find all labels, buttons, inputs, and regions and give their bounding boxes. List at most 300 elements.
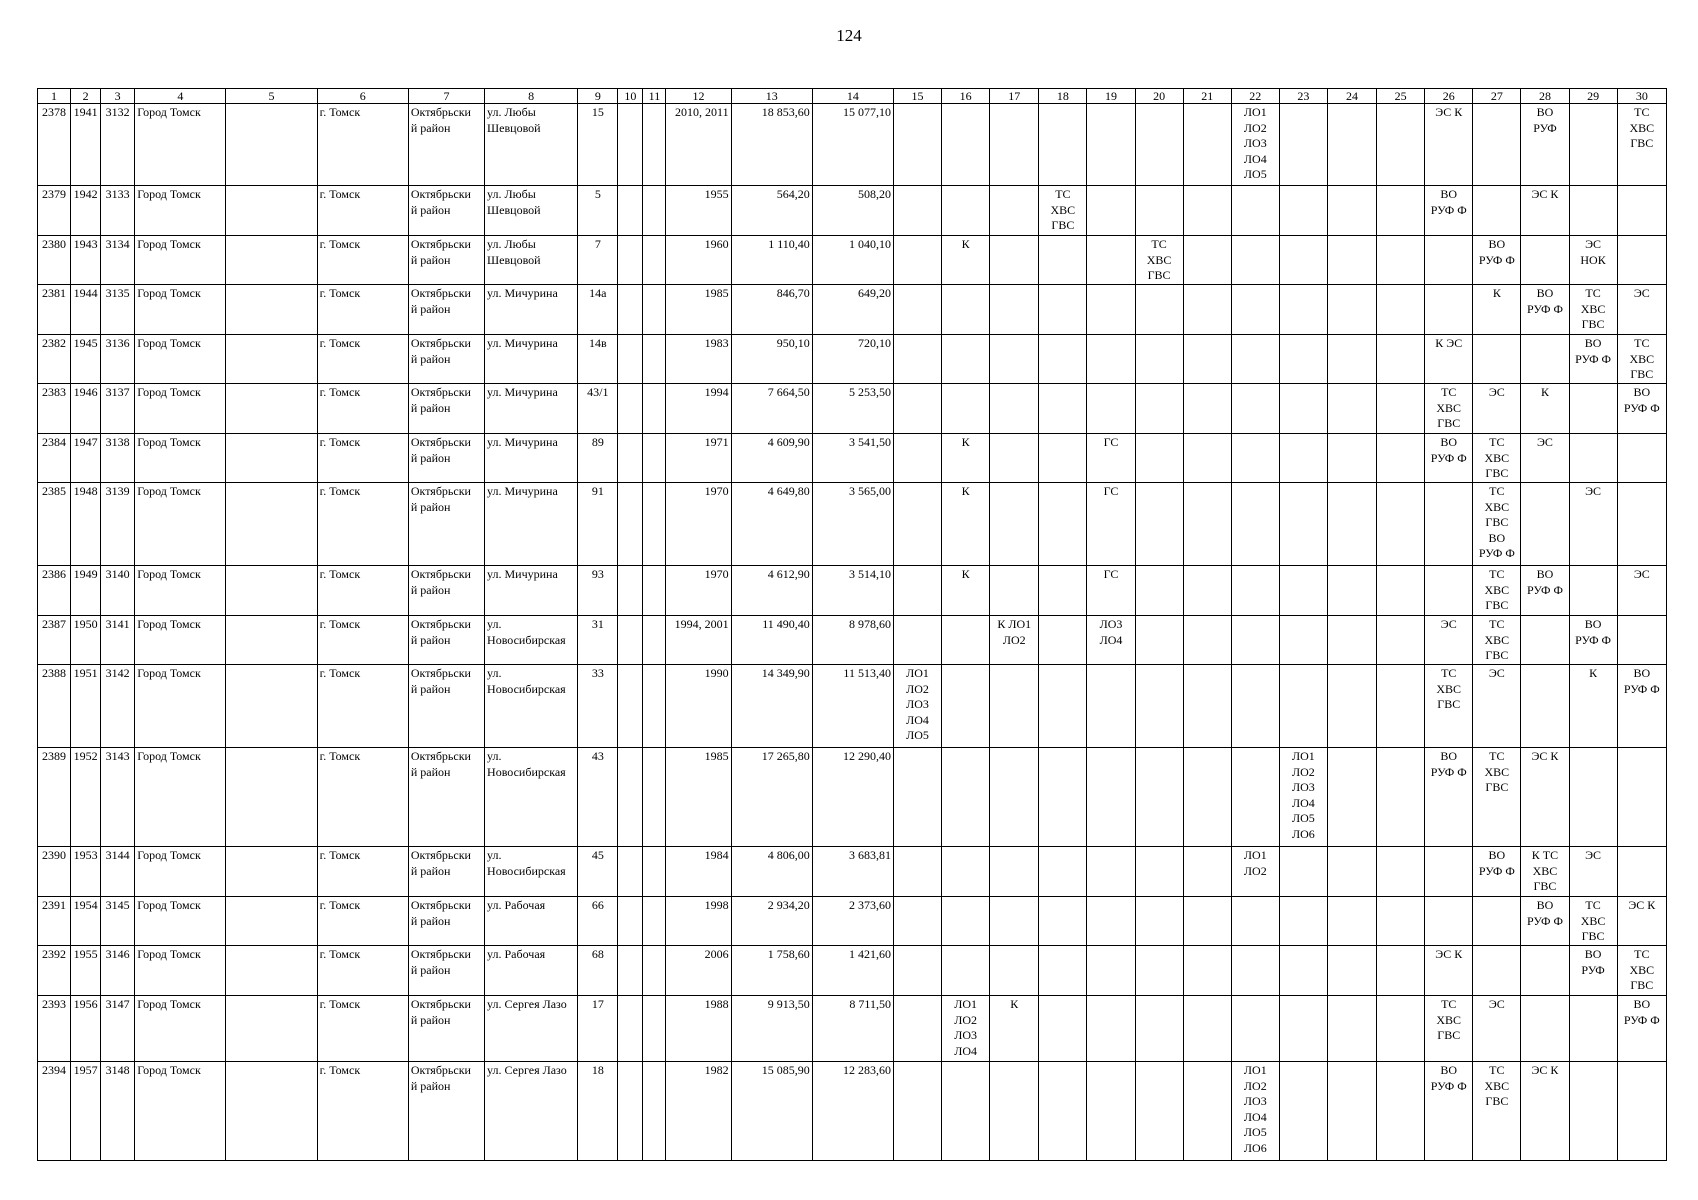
cell-col-4: Город Томск [135, 335, 226, 384]
cell-col-20 [1135, 566, 1183, 616]
cell-col-4: Город Томск [135, 996, 226, 1062]
cell-col-9: 17 [578, 996, 618, 1062]
cell-col-16 [942, 847, 990, 897]
cell-col-10 [618, 566, 643, 616]
cell-col-28: К [1521, 384, 1569, 434]
cell-col-10 [618, 748, 643, 847]
cell-col-17 [990, 847, 1039, 897]
cell-col-23 [1279, 897, 1327, 946]
cell-col-14: 3 565,00 [812, 483, 893, 566]
cell-col-14: 508,20 [812, 186, 893, 236]
cell-col-28 [1521, 335, 1569, 384]
cell-col-19: ГС [1087, 566, 1135, 616]
cell-col-13: 4 612,90 [731, 566, 812, 616]
cell-col-2: 1950 [71, 616, 101, 665]
cell-col-29: ТС ХВС ГВС [1569, 897, 1617, 946]
cell-col-19 [1087, 236, 1135, 285]
cell-col-27 [1473, 897, 1521, 946]
cell-col-30 [1617, 186, 1666, 236]
cell-col-2: 1952 [71, 748, 101, 847]
cell-col-12: 1970 [666, 483, 731, 566]
cell-col-6: г. Томск [317, 616, 408, 665]
cell-col-23 [1279, 483, 1327, 566]
cell-col-20 [1135, 748, 1183, 847]
cell-col-27 [1473, 104, 1521, 186]
cell-col-20 [1135, 897, 1183, 946]
cell-col-4: Город Томск [135, 285, 226, 335]
cell-col-2: 1943 [71, 236, 101, 285]
cell-col-7: Октябрьски й район [408, 104, 484, 186]
cell-col-25 [1377, 104, 1425, 186]
cell-col-18 [1039, 616, 1087, 665]
cell-col-19 [1087, 1062, 1135, 1161]
cell-col-25 [1377, 285, 1425, 335]
cell-col-5 [226, 566, 317, 616]
cell-col-4: Город Томск [135, 946, 226, 996]
cell-col-15 [893, 434, 941, 483]
cell-col-5 [226, 285, 317, 335]
cell-col-22 [1231, 616, 1279, 665]
cell-col-11 [643, 946, 666, 996]
cell-col-9: 68 [578, 946, 618, 996]
cell-col-18 [1039, 566, 1087, 616]
cell-col-24 [1327, 566, 1376, 616]
cell-col-30 [1617, 1062, 1666, 1161]
cell-col-14: 3 514,10 [812, 566, 893, 616]
cell-col-3: 3140 [101, 566, 135, 616]
cell-col-20 [1135, 847, 1183, 897]
column-header-25: 25 [1377, 89, 1425, 104]
cell-col-7: Октябрьски й район [408, 946, 484, 996]
column-header-24: 24 [1327, 89, 1376, 104]
cell-col-24 [1327, 434, 1376, 483]
cell-col-18 [1039, 946, 1087, 996]
cell-col-23 [1279, 104, 1327, 186]
table-row [38, 236, 1667, 285]
cell-col-16: К [942, 483, 990, 566]
cell-col-12: 1971 [666, 434, 731, 483]
cell-col-27: ВО РУФ Ф [1473, 236, 1521, 285]
cell-col-21 [1183, 285, 1231, 335]
cell-col-6: г. Томск [317, 566, 408, 616]
cell-col-14: 1 040,10 [812, 236, 893, 285]
cell-col-5 [226, 483, 317, 566]
cell-col-23 [1279, 236, 1327, 285]
cell-col-11 [643, 186, 666, 236]
cell-col-15 [893, 384, 941, 434]
cell-col-14: 12 290,40 [812, 748, 893, 847]
cell-col-15 [893, 748, 941, 847]
cell-col-11 [643, 847, 666, 897]
cell-col-10 [618, 236, 643, 285]
cell-col-24 [1327, 1062, 1376, 1161]
cell-col-26: ТС ХВС ГВС [1425, 384, 1473, 434]
cell-col-2: 1955 [71, 946, 101, 996]
cell-col-1: 2379 [38, 186, 71, 236]
cell-col-3: 3141 [101, 616, 135, 665]
cell-col-10 [618, 665, 643, 748]
cell-col-2: 1953 [71, 847, 101, 897]
cell-col-29: ВО РУФ Ф [1569, 616, 1617, 665]
cell-col-28: ВО РУФ [1521, 104, 1569, 186]
cell-col-26: ВО РУФ Ф [1425, 186, 1473, 236]
cell-col-21 [1183, 104, 1231, 186]
cell-col-10 [618, 384, 643, 434]
cell-col-4: Город Томск [135, 434, 226, 483]
cell-col-5 [226, 186, 317, 236]
cell-col-2: 1944 [71, 285, 101, 335]
cell-col-27: ЭС [1473, 384, 1521, 434]
cell-col-16 [942, 384, 990, 434]
cell-col-8: ул. Любы Шевцовой [485, 186, 578, 236]
cell-col-9: 14а [578, 285, 618, 335]
cell-col-15: ЛО1 ЛО2 ЛО3 ЛО4 ЛО5 [893, 665, 941, 748]
cell-col-10 [618, 847, 643, 897]
cell-col-16: К [942, 236, 990, 285]
cell-col-13: 846,70 [731, 285, 812, 335]
cell-col-10 [618, 946, 643, 996]
cell-col-24 [1327, 748, 1376, 847]
cell-col-29 [1569, 1062, 1617, 1161]
cell-col-6: г. Томск [317, 434, 408, 483]
cell-col-27: ТС ХВС ГВС [1473, 1062, 1521, 1161]
cell-col-19: ГС [1087, 434, 1135, 483]
cell-col-5 [226, 104, 317, 186]
cell-col-11 [643, 335, 666, 384]
column-header-23: 23 [1279, 89, 1327, 104]
cell-col-4: Город Томск [135, 616, 226, 665]
cell-col-11 [643, 996, 666, 1062]
cell-col-27: ТС ХВС ГВС ВО РУФ Ф [1473, 483, 1521, 566]
cell-col-12: 1983 [666, 335, 731, 384]
cell-col-7: Октябрьски й район [408, 285, 484, 335]
cell-col-8: ул. Сергея Лазо [485, 996, 578, 1062]
column-header-22: 22 [1231, 89, 1279, 104]
cell-col-10 [618, 616, 643, 665]
cell-col-15 [893, 104, 941, 186]
table-row [38, 946, 1667, 996]
column-header-6: 6 [317, 89, 408, 104]
cell-col-8: ул. Новосибирская [485, 748, 578, 847]
table-row [38, 748, 1667, 847]
cell-col-29: ЭС [1569, 847, 1617, 897]
cell-col-8: ул. Любы Шевцовой [485, 104, 578, 186]
cell-col-7: Октябрьски й район [408, 748, 484, 847]
cell-col-11 [643, 616, 666, 665]
cell-col-7: Октябрьски й район [408, 335, 484, 384]
cell-col-19: ГС [1087, 483, 1135, 566]
cell-col-27 [1473, 335, 1521, 384]
cell-col-28 [1521, 236, 1569, 285]
cell-col-4: Город Томск [135, 897, 226, 946]
cell-col-1: 2392 [38, 946, 71, 996]
table-row [38, 616, 1667, 665]
cell-col-24 [1327, 946, 1376, 996]
cell-col-22: ЛО1 ЛО2 ЛО3 ЛО4 ЛО5 [1231, 104, 1279, 186]
cell-col-27: ТС ХВС ГВС [1473, 434, 1521, 483]
cell-col-14: 8 711,50 [812, 996, 893, 1062]
cell-col-25 [1377, 616, 1425, 665]
cell-col-11 [643, 434, 666, 483]
column-header-11: 11 [643, 89, 666, 104]
cell-col-13: 11 490,40 [731, 616, 812, 665]
column-header-26: 26 [1425, 89, 1473, 104]
cell-col-13: 9 913,50 [731, 996, 812, 1062]
column-header-27: 27 [1473, 89, 1521, 104]
column-header-18: 18 [1039, 89, 1087, 104]
cell-col-4: Город Томск [135, 1062, 226, 1161]
cell-col-30: ВО РУФ Ф [1617, 384, 1666, 434]
cell-col-20 [1135, 384, 1183, 434]
cell-col-14: 12 283,60 [812, 1062, 893, 1161]
header-row [38, 89, 1667, 104]
cell-col-23 [1279, 996, 1327, 1062]
cell-col-21 [1183, 335, 1231, 384]
cell-col-3: 3145 [101, 897, 135, 946]
cell-col-4: Город Томск [135, 847, 226, 897]
cell-col-22: ЛО1 ЛО2 [1231, 847, 1279, 897]
cell-col-1: 2387 [38, 616, 71, 665]
cell-col-7: Октябрьски й район [408, 897, 484, 946]
cell-col-29 [1569, 104, 1617, 186]
cell-col-10 [618, 483, 643, 566]
cell-col-7: Октябрьски й район [408, 665, 484, 748]
table-row [38, 897, 1667, 946]
cell-col-6: г. Томск [317, 847, 408, 897]
cell-col-29 [1569, 384, 1617, 434]
cell-col-11 [643, 748, 666, 847]
cell-col-6: г. Томск [317, 236, 408, 285]
cell-col-25 [1377, 566, 1425, 616]
cell-col-20 [1135, 434, 1183, 483]
cell-col-19 [1087, 186, 1135, 236]
cell-col-20 [1135, 186, 1183, 236]
cell-col-7: Октябрьски й район [408, 996, 484, 1062]
cell-col-12: 2006 [666, 946, 731, 996]
cell-col-18 [1039, 335, 1087, 384]
cell-col-12: 1970 [666, 566, 731, 616]
cell-col-25 [1377, 335, 1425, 384]
cell-col-27: ЭС [1473, 665, 1521, 748]
cell-col-1: 2393 [38, 996, 71, 1062]
cell-col-23 [1279, 285, 1327, 335]
cell-col-21 [1183, 566, 1231, 616]
cell-col-14: 3 541,50 [812, 434, 893, 483]
cell-col-26: ТС ХВС ГВС [1425, 996, 1473, 1062]
cell-col-17 [990, 946, 1039, 996]
cell-col-29 [1569, 434, 1617, 483]
cell-col-13: 4 609,90 [731, 434, 812, 483]
cell-col-26: ЭС К [1425, 104, 1473, 186]
cell-col-24 [1327, 616, 1376, 665]
cell-col-20 [1135, 1062, 1183, 1161]
cell-col-5 [226, 236, 317, 285]
cell-col-27: ТС ХВС ГВС [1473, 748, 1521, 847]
cell-col-14: 2 373,60 [812, 897, 893, 946]
cell-col-24 [1327, 335, 1376, 384]
cell-col-23 [1279, 1062, 1327, 1161]
building-registry-table [37, 88, 1667, 1161]
cell-col-4: Город Томск [135, 384, 226, 434]
cell-col-29: ТС ХВС ГВС [1569, 285, 1617, 335]
cell-col-23 [1279, 335, 1327, 384]
cell-col-30 [1617, 847, 1666, 897]
cell-col-16 [942, 335, 990, 384]
cell-col-26 [1425, 285, 1473, 335]
cell-col-13: 950,10 [731, 335, 812, 384]
table-row [38, 996, 1667, 1062]
cell-col-5 [226, 434, 317, 483]
cell-col-18 [1039, 104, 1087, 186]
cell-col-10 [618, 186, 643, 236]
cell-col-24 [1327, 384, 1376, 434]
cell-col-8: ул. Мичурина [485, 335, 578, 384]
cell-col-16 [942, 946, 990, 996]
cell-col-11 [643, 1062, 666, 1161]
cell-col-5 [226, 748, 317, 847]
cell-col-16 [942, 186, 990, 236]
cell-col-1: 2380 [38, 236, 71, 285]
cell-col-6: г. Томск [317, 665, 408, 748]
cell-col-16: К [942, 566, 990, 616]
column-header-8: 8 [485, 89, 578, 104]
cell-col-26: ЭС [1425, 616, 1473, 665]
cell-col-30 [1617, 434, 1666, 483]
cell-col-23 [1279, 566, 1327, 616]
cell-col-18 [1039, 236, 1087, 285]
cell-col-21 [1183, 996, 1231, 1062]
column-header-17: 17 [990, 89, 1039, 104]
cell-col-21 [1183, 1062, 1231, 1161]
cell-col-3: 3144 [101, 847, 135, 897]
cell-col-20 [1135, 104, 1183, 186]
cell-col-3: 3143 [101, 748, 135, 847]
table-body [38, 104, 1667, 1161]
cell-col-5 [226, 946, 317, 996]
cell-col-15 [893, 996, 941, 1062]
cell-col-9: 31 [578, 616, 618, 665]
column-header-28: 28 [1521, 89, 1569, 104]
cell-col-17 [990, 434, 1039, 483]
cell-col-22: ЛО1 ЛО2 ЛО3 ЛО4 ЛО5 ЛО6 [1231, 1062, 1279, 1161]
cell-col-24 [1327, 665, 1376, 748]
cell-col-7: Октябрьски й район [408, 566, 484, 616]
cell-col-9: 5 [578, 186, 618, 236]
cell-col-21 [1183, 483, 1231, 566]
cell-col-30: ТС ХВС ГВС [1617, 104, 1666, 186]
cell-col-9: 33 [578, 665, 618, 748]
cell-col-21 [1183, 665, 1231, 748]
cell-col-19 [1087, 748, 1135, 847]
cell-col-6: г. Томск [317, 483, 408, 566]
cell-col-28: ВО РУФ Ф [1521, 897, 1569, 946]
cell-col-22 [1231, 186, 1279, 236]
cell-col-28: К ТС ХВС ГВС [1521, 847, 1569, 897]
cell-col-24 [1327, 186, 1376, 236]
cell-col-3: 3146 [101, 946, 135, 996]
cell-col-18 [1039, 665, 1087, 748]
cell-col-18 [1039, 748, 1087, 847]
cell-col-25 [1377, 996, 1425, 1062]
cell-col-13: 4 806,00 [731, 847, 812, 897]
cell-col-22 [1231, 996, 1279, 1062]
cell-col-16 [942, 616, 990, 665]
cell-col-26: К ЭС [1425, 335, 1473, 384]
cell-col-7: Октябрьски й район [408, 186, 484, 236]
cell-col-1: 2386 [38, 566, 71, 616]
cell-col-25 [1377, 748, 1425, 847]
cell-col-15 [893, 616, 941, 665]
cell-col-5 [226, 384, 317, 434]
cell-col-6: г. Томск [317, 335, 408, 384]
cell-col-17 [990, 285, 1039, 335]
cell-col-5 [226, 847, 317, 897]
cell-col-21 [1183, 434, 1231, 483]
cell-col-14: 1 421,60 [812, 946, 893, 996]
cell-col-17 [990, 104, 1039, 186]
column-header-10: 10 [618, 89, 643, 104]
cell-col-26 [1425, 847, 1473, 897]
cell-col-25 [1377, 847, 1425, 897]
cell-col-28: ВО РУФ Ф [1521, 566, 1569, 616]
table-row [38, 665, 1667, 748]
cell-col-9: 45 [578, 847, 618, 897]
cell-col-17 [990, 1062, 1039, 1161]
cell-col-5 [226, 897, 317, 946]
column-header-7: 7 [408, 89, 484, 104]
cell-col-8: ул. Сергея Лазо [485, 1062, 578, 1161]
cell-col-14: 649,20 [812, 285, 893, 335]
cell-col-27: ТС ХВС ГВС [1473, 566, 1521, 616]
cell-col-12: 1955 [666, 186, 731, 236]
cell-col-4: Город Томск [135, 104, 226, 186]
cell-col-12: 1990 [666, 665, 731, 748]
cell-col-26 [1425, 566, 1473, 616]
cell-col-3: 3142 [101, 665, 135, 748]
cell-col-30: ЭС [1617, 285, 1666, 335]
cell-col-28: ЭС К [1521, 748, 1569, 847]
cell-col-8: ул. Рабочая [485, 946, 578, 996]
cell-col-2: 1946 [71, 384, 101, 434]
column-header-2: 2 [71, 89, 101, 104]
cell-col-6: г. Томск [317, 748, 408, 847]
cell-col-22 [1231, 665, 1279, 748]
table-row [38, 285, 1667, 335]
cell-col-19 [1087, 946, 1135, 996]
cell-col-13: 1 110,40 [731, 236, 812, 285]
cell-col-12: 1994 [666, 384, 731, 434]
column-header-5: 5 [226, 89, 317, 104]
cell-col-7: Октябрьски й район [408, 483, 484, 566]
cell-col-26: ВО РУФ Ф [1425, 1062, 1473, 1161]
table-row [38, 1062, 1667, 1161]
cell-col-22 [1231, 236, 1279, 285]
cell-col-9: 89 [578, 434, 618, 483]
cell-col-6: г. Томск [317, 285, 408, 335]
cell-col-21 [1183, 616, 1231, 665]
cell-col-28: ЭС К [1521, 1062, 1569, 1161]
cell-col-24 [1327, 104, 1376, 186]
cell-col-7: Октябрьски й район [408, 847, 484, 897]
cell-col-4: Город Томск [135, 236, 226, 285]
cell-col-3: 3132 [101, 104, 135, 186]
cell-col-9: 14в [578, 335, 618, 384]
column-header-19: 19 [1087, 89, 1135, 104]
cell-col-10 [618, 285, 643, 335]
cell-col-19 [1087, 384, 1135, 434]
cell-col-22 [1231, 566, 1279, 616]
cell-col-7: Октябрьски й район [408, 1062, 484, 1161]
